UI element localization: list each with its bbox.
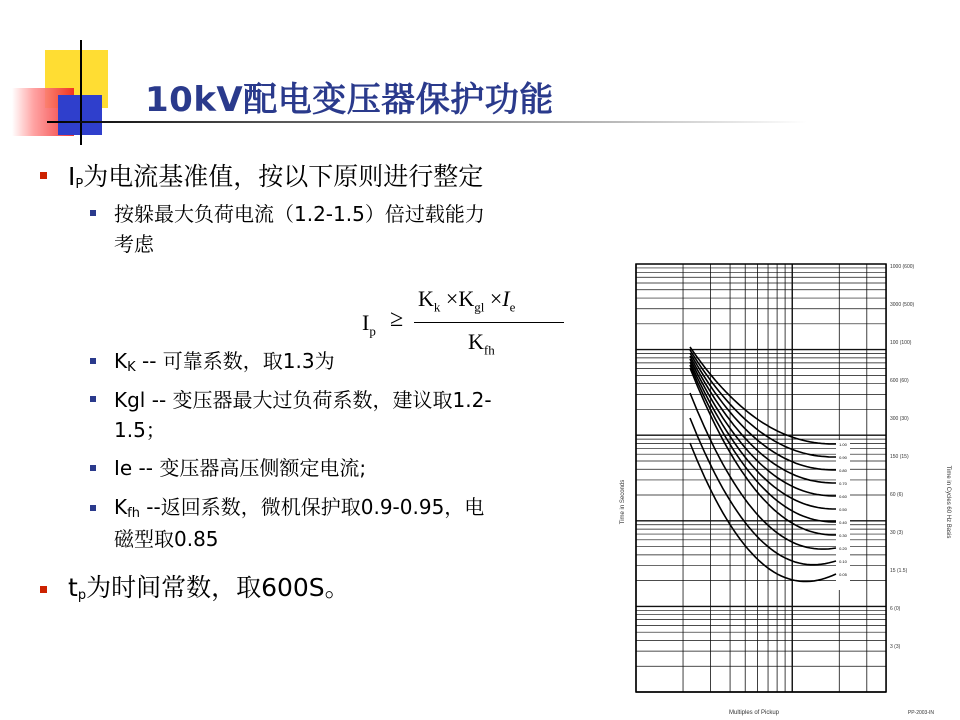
curve-label-column [836, 440, 850, 590]
time-curve [690, 443, 836, 582]
sub-bullet-marker [90, 396, 96, 402]
chart-labels [839, 264, 914, 650]
bullet-kfh [114, 491, 484, 521]
sub-bullet-marker [90, 210, 96, 216]
kk-subscript: K [127, 360, 136, 375]
kgl-line-1: Kgl -- 变压器最大过负荷系数，建议取1.2- [114, 388, 492, 412]
decor-horizontal-line [47, 121, 807, 123]
formula [362, 282, 572, 360]
formula-relation: ≥ [390, 306, 404, 332]
kk-symbol: K [114, 349, 128, 373]
right-tick-label: 1000 (600) [890, 264, 915, 270]
formula-denominator: $K_{fh}$ [468, 329, 495, 358]
decor-vertical-line [80, 40, 82, 145]
right-tick-label: 100 (100) [890, 340, 912, 346]
bullet-tp [68, 568, 350, 604]
kfh-text: --返回系数，微机保护取0.9-0.95，电 [139, 495, 485, 519]
right-tick-label: 600 (60) [890, 378, 909, 384]
curve-label: 0.80 [839, 468, 847, 473]
curve-label: 0.30 [839, 533, 847, 538]
time-curve [690, 350, 836, 457]
chart-ylabel-left: Time in Seconds [620, 479, 626, 525]
chart-ylabel-right: Time in Cycles 60 Hz Basis [945, 465, 951, 539]
curve-label: 0.90 [839, 455, 847, 460]
overload-line-2: 考虑 [114, 232, 154, 256]
kfh-line-2: 磁型取0.85 [114, 527, 219, 551]
curve-label: 0.70 [839, 481, 847, 486]
curve-label: 0.10 [839, 559, 847, 564]
right-tick-label: 15 (1.5) [890, 568, 908, 574]
right-tick-label: 6 (0) [890, 606, 901, 612]
sub-bullet-marker [90, 358, 96, 364]
curve-label: 0.50 [839, 507, 847, 512]
right-tick-label: 60 (6) [890, 492, 904, 498]
kfh-subscript: fh [127, 506, 140, 521]
fraction-line [414, 322, 564, 323]
right-tick-label: 3 (3) [890, 644, 901, 650]
bullet-ip [68, 157, 483, 193]
time-curve [690, 359, 836, 496]
inverse-time-curve-chart [614, 252, 954, 718]
ip-subscript: P [75, 177, 84, 192]
tp-symbol: t [68, 573, 78, 602]
bullet-kk [114, 345, 335, 375]
right-tick-label: 30 (3) [890, 530, 904, 536]
curve-label: 0.60 [839, 494, 847, 499]
chart-xlabel: Multiples of Pickup [728, 710, 780, 716]
tp-subscript: p [77, 588, 87, 603]
formula-lhs: $I_p$ [362, 310, 376, 339]
bullet-marker [40, 172, 47, 179]
kfh-symbol: K [114, 495, 128, 519]
chart-grid [636, 264, 886, 692]
tp-text: 为时间常数，取600S。 [86, 573, 350, 602]
page-title: 10kV配电变压器保护功能 [145, 80, 554, 120]
formula-numerator: $K_k \times K_{gl} \times I_e$ [418, 286, 516, 315]
sub-bullet-marker [90, 465, 96, 471]
sub-bullet-marker [90, 505, 96, 511]
curve-label: 1.00 [839, 442, 847, 447]
curve-label: 0.20 [839, 546, 847, 551]
curve-label: 0.05 [839, 572, 847, 577]
right-tick-label: 3000 (500) [890, 302, 915, 308]
kgl-line-2: 1.5； [114, 418, 166, 442]
right-tick-label: 150 (15) [890, 454, 909, 460]
ip-symbol: I [68, 162, 76, 191]
ie-line: Ie -- 变压器高压侧额定电流; [114, 456, 367, 480]
overload-line-1: 按躲最大负荷电流（1.2-1.5）倍过载能力 [114, 202, 485, 226]
right-tick-label: 300 (30) [890, 416, 909, 422]
curve-label: 0.40 [839, 520, 847, 525]
chart-footer-code: PP-2003-IN [907, 710, 934, 716]
bullet-marker [40, 586, 47, 593]
kk-text: -- 可靠系数，取1.3为 [135, 349, 335, 373]
ip-text: 为电流基准值，按以下原则进行整定 [83, 162, 484, 191]
